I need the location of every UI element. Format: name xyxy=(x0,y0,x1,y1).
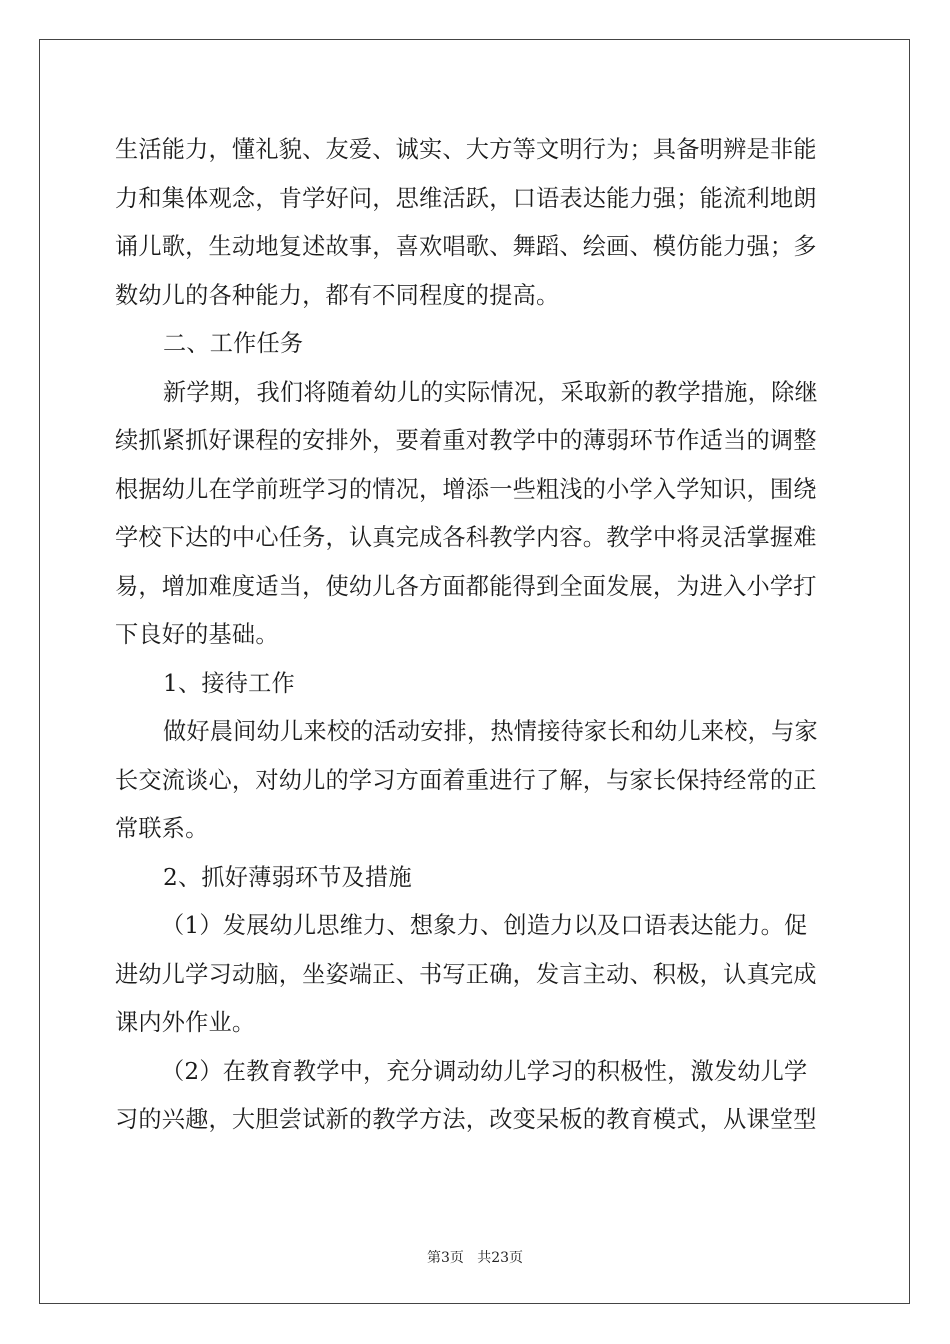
text-line: 力和集体观念，肯学好问，思维活跃，口语表达能力强；能流利地朗 xyxy=(115,184,817,212)
text-line: （2）在教育教学中，充分调动幼儿学习的积极性，激发幼儿学 xyxy=(161,1057,808,1085)
text-line: （1）发展幼儿思维力、想象力、创造力以及口语表达能力。促 xyxy=(161,912,808,939)
text-line: 进幼儿学习动脑，坐姿端正、书写正确，发言主动、积极，认真完成 xyxy=(115,960,817,988)
text-line: 根据幼儿在学前班学习的情况，增添一些粗浅的小学入学知识，围绕 xyxy=(115,475,817,503)
text-line: 学校下达的中心任务，认真完成各科教学内容。教学中将灵活掌握难 xyxy=(115,524,817,551)
text-line: 易，增加难度适当，使幼儿各方面都能得到全面发展，为进入小学打 xyxy=(115,572,817,600)
text-line: 生活能力，懂礼貌、友爱、诚实、大方等文明行为；具备明辨是非能 xyxy=(115,136,817,163)
section-heading: 二、工作任务 xyxy=(163,330,304,357)
text-line: 新学期，我们将随着幼儿的实际情况，采取新的教学措施，除继 xyxy=(163,378,818,406)
text-line: 下良好的基础。 xyxy=(115,621,279,648)
document-body xyxy=(115,126,837,1145)
text-line: 习的兴趣，大胆尝试新的教学方法，改变呆板的教育模式，从课堂型 xyxy=(115,1106,817,1133)
text-line: 课内外作业。 xyxy=(115,1009,256,1036)
page-number-footer: 第3页 共23页 xyxy=(426,1250,524,1266)
text-line: 做好晨间幼儿来校的活动安排，热情接待家长和幼儿来校，与家 xyxy=(163,718,818,745)
subsection-heading: 2、抓好薄弱环节及措施 xyxy=(163,863,412,891)
text-line: 数幼儿的各种能力，都有不同程度的提高。 xyxy=(115,281,560,309)
text-line: 续抓紧抓好课程的安排外，要着重对教学中的薄弱环节作适当的调整 xyxy=(115,427,817,454)
text-line: 诵儿歌，生动地复述故事，喜欢唱歌、舞蹈、绘画、模仿能力强；多 xyxy=(115,233,817,260)
subsection-heading: 1、接待工作 xyxy=(163,669,295,697)
text-line: 常联系。 xyxy=(115,815,209,842)
text-line: 长交流谈心，对幼儿的学习方面着重进行了解，与家长保持经常的正 xyxy=(115,766,817,794)
